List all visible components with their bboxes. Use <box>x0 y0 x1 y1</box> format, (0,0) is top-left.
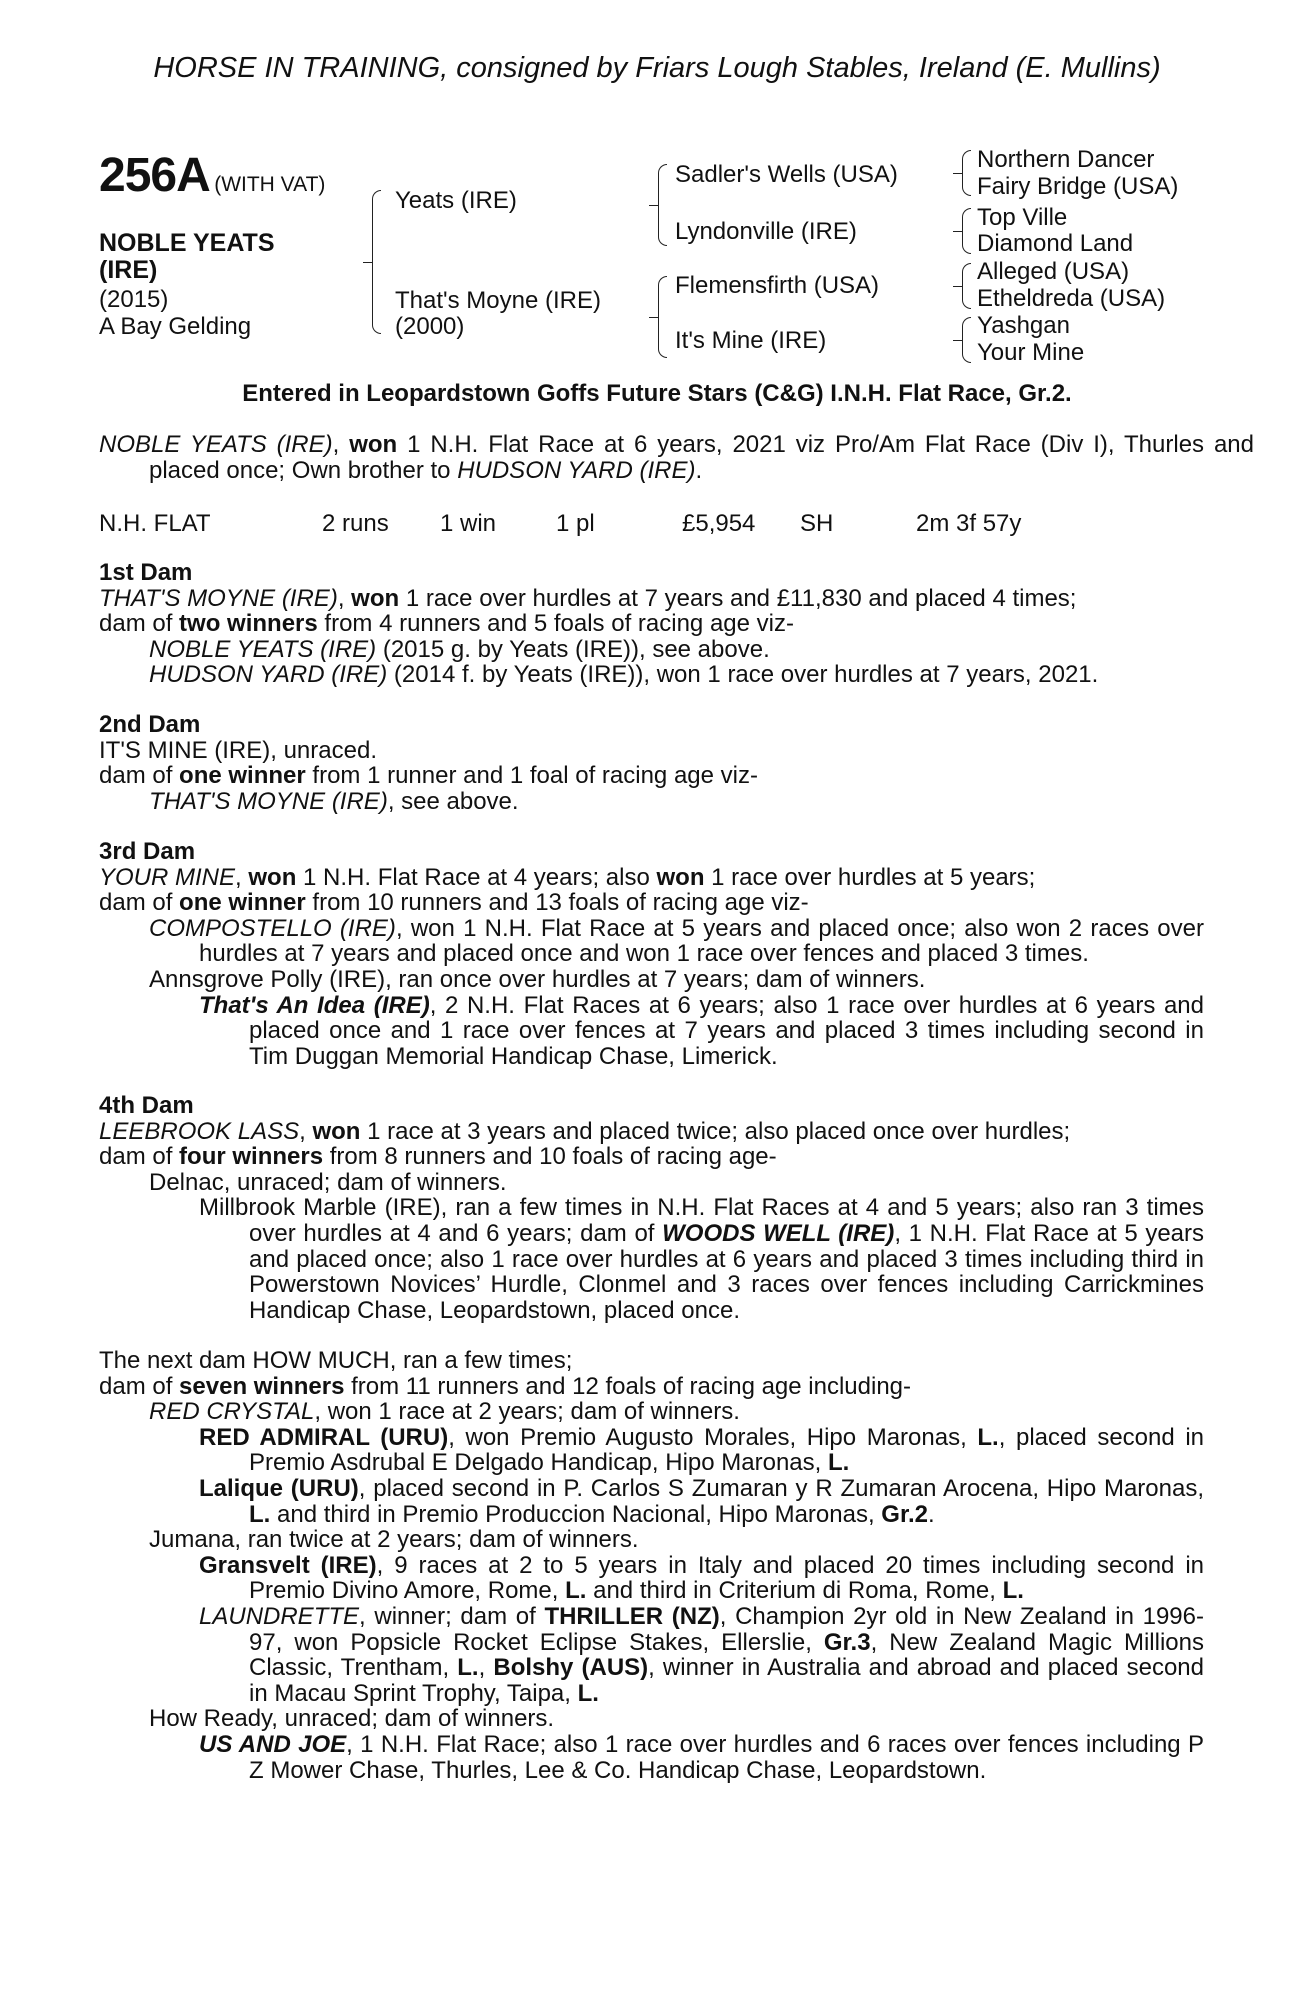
progeny-line <box>99 1425 1204 1476</box>
horse-ref: LAUNDRETTE <box>199 1602 360 1630</box>
text: 1 N.H. Flat Race at 4 years; also <box>296 863 657 891</box>
text: , <box>299 1117 313 1145</box>
pedigree-g6: Etheldreda (USA) <box>977 285 1166 312</box>
text: , placed second in P. Carlos S Zumaran y R Zumaran Arocena, Hipo Maronas, <box>358 1474 1205 1502</box>
race-stats <box>0 510 1314 538</box>
pedigree-brace <box>658 164 667 246</box>
text: from 10 runners and 13 foals of racing age viz- <box>305 889 809 917</box>
race-entry: Entered in Leopardstown Goffs Future Stars (C&G) I.N.H. Flat Race, Gr.2. <box>242 380 1072 407</box>
text: from 1 runner and 1 foal of racing age viz- <box>305 762 758 790</box>
winners-count: two winners <box>179 610 318 638</box>
progeny-line <box>99 662 1204 688</box>
lot-vat-note: (WITH VAT) <box>214 173 326 196</box>
text: dam of <box>99 1143 180 1171</box>
pedigree-g2: Fairy Bridge (USA) <box>977 173 1179 200</box>
pedigree-sire-dam: Lyndonville (IRE) <box>675 218 857 245</box>
text: , won 1 N.H. Flat Race at 5 years and placed once; also won 2 races over hurdles at 7 years and placed once and won 1 race over fences and placed 3 times. <box>199 914 1204 968</box>
race-grade: L. <box>565 1577 587 1605</box>
dam-line <box>99 865 1204 891</box>
pedigree-g5: Alleged (USA) <box>977 258 1130 285</box>
second-dam-section <box>99 712 1204 814</box>
won-label: won <box>248 863 297 891</box>
text: and third in Premio Produccion Nacional, Hipo Maronas, <box>270 1500 882 1528</box>
race-grade: Gr.3 <box>823 1628 871 1656</box>
horse-year: (2015) <box>99 286 169 313</box>
dam-line <box>99 1144 1204 1170</box>
progeny-line <box>99 789 1204 815</box>
horse-name-line1: NOBLE YEATS <box>99 229 275 257</box>
text: , Champion 2yr old in New Zealand in 1996-97, won Popsicle Rocket Eclipse Stakes, Ellerslie, <box>249 1602 1204 1656</box>
dam-line <box>99 763 1204 789</box>
text: dam of <box>99 1372 180 1400</box>
text: , see above. <box>387 787 519 815</box>
won-label: won <box>656 863 705 891</box>
stats-going: SH <box>800 510 834 537</box>
text: and third in Criterium di Roma, Rome, <box>586 1577 1003 1605</box>
text: , winner; dam of <box>359 1602 545 1630</box>
winners-count: four winners <box>179 1143 324 1171</box>
pedigree-g7: Yashgan <box>977 312 1070 339</box>
pedigree-g4: Diamond Land <box>977 230 1134 257</box>
text: 1 race at 3 years and placed twice; also placed once over hurdles; <box>360 1117 1071 1145</box>
race-grade: L. <box>977 1423 999 1451</box>
dam-line: IT'S MINE (IRE), unraced. <box>99 736 377 764</box>
horse-ref: YOUR MINE <box>99 863 236 891</box>
progeny-line <box>99 993 1204 1070</box>
text: , <box>332 431 350 458</box>
lot-number-value: 256A <box>99 149 210 202</box>
horse-ref: LEEBROOK LASS <box>99 1117 300 1145</box>
progeny-line: How Ready, unraced; dam of winners. <box>149 1705 555 1733</box>
summary-paragraph <box>99 432 1254 483</box>
progeny-line <box>99 1195 1204 1323</box>
text: 1 race over hurdles at 7 years and £11,830 and placed 4 times; <box>399 584 1077 612</box>
horse-ref: US AND JOE <box>199 1730 347 1758</box>
text: , New Zealand Magic Millions Classic, Trentham, <box>249 1628 1205 1682</box>
race-grade: L. <box>249 1500 271 1528</box>
text: , won Premio Augusto Morales, Hipo Maronas, <box>448 1423 978 1451</box>
winners-count: one winner <box>179 889 306 917</box>
pedigree-sire: Yeats (IRE) <box>395 187 517 214</box>
first-dam-section <box>99 560 1204 688</box>
dam-line <box>99 1374 1204 1400</box>
won-label: won <box>349 431 398 458</box>
horse-ref: RED CRYSTAL <box>149 1398 315 1426</box>
pedigree-brace <box>962 317 971 363</box>
text: , 1 N.H. Flat Race at 5 years and placed once; also 1 race over hurdles at 6 years and placed 3 times including third in Powerstown Novices’ Hurdle, Clonmel and 3 races over fences including Carrickmines Handicap Chase, Leopardstown, placed once. <box>249 1219 1205 1324</box>
pedigree-brace <box>372 190 381 334</box>
horse-ref: HUDSON YARD (IRE) <box>149 661 388 689</box>
section-title: 4th Dam <box>99 1092 194 1119</box>
progeny-line <box>99 1399 1204 1425</box>
section-title: 3rd Dam <box>99 838 196 865</box>
stats-placed: 1 pl <box>556 510 595 537</box>
pedigree-brace <box>962 263 971 309</box>
progeny-line: Jumana, ran twice at 2 years; dam of winners. <box>149 1526 639 1554</box>
pedigree-brace <box>658 276 667 358</box>
text: , 2 N.H. Flat Races at 6 years; also 1 race over hurdles at 6 years and placed once and 1 race over fences at 7 years and placed 3 times including second in Tim Duggan Memorial Handicap Chase, Limerick. <box>249 991 1204 1070</box>
pedigree-brace <box>962 150 971 196</box>
text: , <box>478 1654 494 1682</box>
page-header: HORSE IN TRAINING, consigned by Friars Lough Stables, Ireland (E. Mullins) <box>153 52 1161 84</box>
dam-line <box>99 586 1204 612</box>
horse-meta <box>99 286 251 340</box>
won-label: won <box>351 584 400 612</box>
text: , 9 races at 2 to 5 years in Italy and placed 20 times including second in Premio Divino Amore, Rome, <box>249 1551 1204 1605</box>
text: from 8 runners and 10 foals of racing age- <box>323 1143 777 1171</box>
race-grade: L. <box>577 1679 599 1707</box>
horse-ref: THAT'S MOYNE (IRE) <box>99 584 338 612</box>
dam-line <box>99 890 1204 916</box>
text: , placed second in Premio Asdrubal E Delgado Handicap, Hipo Maronas, <box>249 1423 1205 1477</box>
dam-line <box>99 1119 1204 1145</box>
pedigree-g8: Your Mine <box>977 339 1085 366</box>
horse-ref: That's An Idea (IRE) <box>199 991 430 1019</box>
progeny-line <box>99 1476 1204 1527</box>
race-grade: L. <box>827 1449 850 1477</box>
horse-ref: NOBLE YEATS (IRE) <box>149 635 377 663</box>
text: , <box>235 863 249 891</box>
pedigree-brace <box>962 208 971 254</box>
stats-type: N.H. FLAT <box>99 510 211 537</box>
text: , won 1 race at 2 years; dam of winners. <box>314 1398 740 1426</box>
pedigree-dam: That's Moyne (IRE) <box>395 287 601 314</box>
horse-ref: THRILLER (NZ) <box>544 1602 720 1630</box>
text: dam of <box>99 610 180 638</box>
pedigree-g3: Top Ville <box>977 204 1068 231</box>
horse-ref: HUDSON YARD (IRE) <box>457 456 696 484</box>
progeny-line: Annsgrove Polly (IRE), ran once over hurdles at 7 years; dam of winners. <box>149 965 926 993</box>
pedigree-dam-dam: It's Mine (IRE) <box>675 327 827 354</box>
pedigree-dam-sire: Flemensfirth (USA) <box>675 272 880 299</box>
race-grade: L. <box>457 1654 479 1682</box>
text: 1 N.H. Flat Race at 6 years, 2021 viz Pro/Am Flat Race (Div I), Thurles and placed once; Own brother to <box>149 431 1254 484</box>
stats-earnings: £5,954 <box>682 510 756 537</box>
horse-ref: THAT'S MOYNE (IRE) <box>149 787 388 815</box>
stats-wins: 1 win <box>440 510 497 537</box>
stats-runs: 2 runs <box>322 510 389 537</box>
text: from 4 runners and 5 foals of racing age viz- <box>317 610 794 638</box>
text: , winner in Australia and abroad and placed second in Macau Sprint Trophy, Taipa, <box>249 1654 1204 1707</box>
text: dam of <box>99 762 180 790</box>
section-title: 2nd Dam <box>99 711 201 738</box>
horse-description: A Bay Gelding <box>99 313 252 340</box>
text: , 1 N.H. Flat Race; also 1 race over hurdles and 6 races over fences including P Z Mower Chase, Thurles, Lee & Co. Handicap Chase, Leopardstown. <box>249 1730 1204 1784</box>
progeny-line <box>99 1732 1204 1783</box>
text: . <box>928 1500 935 1528</box>
stats-distance: 2m 3f 57y <box>916 510 1022 537</box>
progeny-line <box>99 1553 1204 1604</box>
progeny-line <box>99 1604 1204 1706</box>
dam-line <box>99 611 1204 637</box>
pedigree-sire-sire: Sadler's Wells (USA) <box>675 161 898 188</box>
lot-number <box>99 148 325 203</box>
fourth-dam-section <box>99 1093 1204 1323</box>
won-label: won <box>312 1117 361 1145</box>
horse-name-line2: (IRE) <box>99 256 158 284</box>
horse-name <box>99 230 275 284</box>
text: . <box>695 456 703 484</box>
dam-line: The next dam HOW MUCH, ran a few times; <box>99 1347 573 1374</box>
progeny-line <box>99 637 1204 663</box>
text: , <box>337 584 352 612</box>
race-grade: Gr.2 <box>881 1500 928 1528</box>
text: 1 race over hurdles at 5 years; <box>704 863 1036 891</box>
next-dam-section <box>99 1348 1204 1783</box>
pedigree-dam-year: (2000) <box>395 313 465 340</box>
horse-ref: RED ADMIRAL (URU) <box>199 1423 449 1451</box>
section-title: 1st Dam <box>99 559 193 586</box>
winners-count: one winner <box>179 762 306 790</box>
third-dam-section <box>99 839 1204 1069</box>
progeny-line: Delnac, unraced; dam of winners. <box>149 1168 507 1196</box>
horse-ref: Lalique (URU) <box>199 1474 359 1502</box>
horse-ref: COMPOSTELLO (IRE) <box>149 914 396 942</box>
horse-ref: WOODS WELL (IRE) <box>662 1219 895 1247</box>
race-grade: L. <box>1002 1577 1024 1605</box>
horse-ref: Bolshy (AUS) <box>493 1654 649 1682</box>
text: (2014 f. by Yeats (IRE)), won 1 race over hurdles at 7 years, 2021. <box>387 661 1099 689</box>
progeny-line <box>99 916 1204 967</box>
text: from 11 runners and 12 foals of racing age including- <box>344 1372 912 1400</box>
horse-ref: NOBLE YEATS (IRE) <box>99 431 333 458</box>
text: dam of <box>99 889 180 917</box>
pedigree-g1: Northern Dancer <box>977 146 1155 173</box>
text: Millbrook Marble (IRE), ran a few times in N.H. Flat Races at 4 and 5 years; also ran 3 times over hurdles at 4 and 6 years; dam of <box>199 1194 1204 1247</box>
text: (2015 g. by Yeats (IRE)), see above. <box>376 635 770 663</box>
winners-count: seven winners <box>179 1372 345 1400</box>
horse-ref: Gransvelt (IRE) <box>199 1551 377 1579</box>
